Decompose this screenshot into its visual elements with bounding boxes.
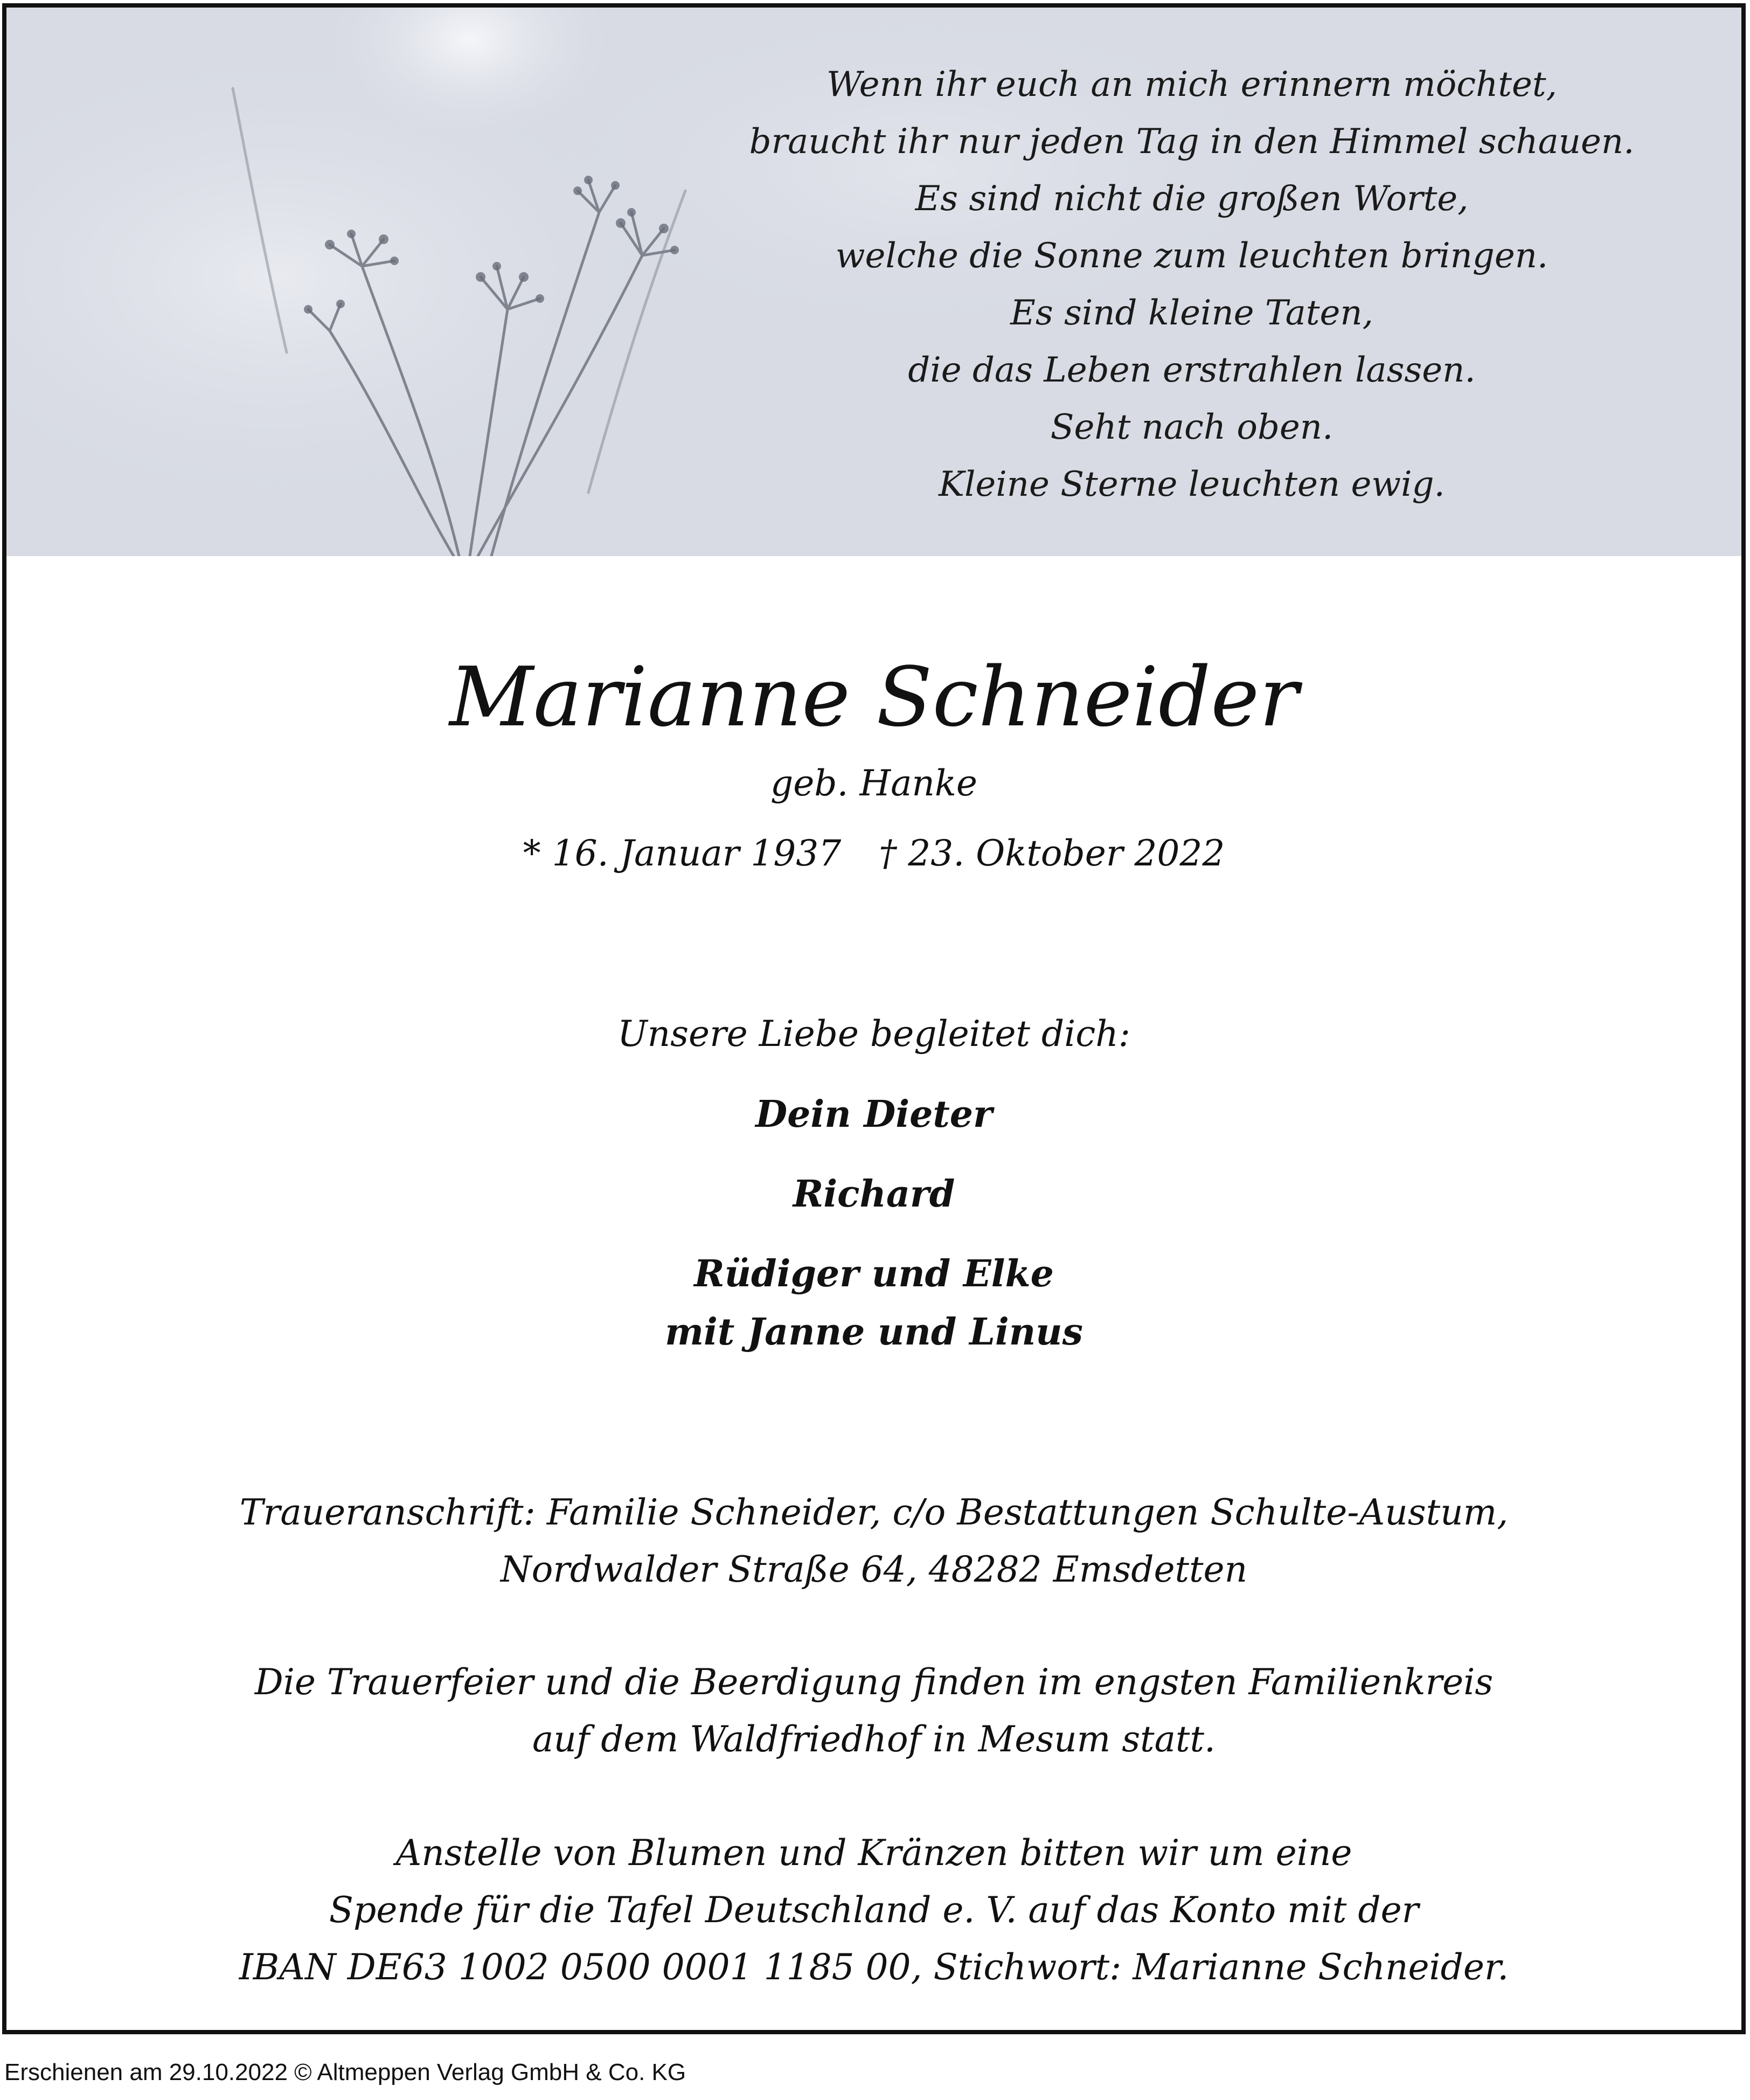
maiden-name: geb. Hanke bbox=[770, 763, 977, 804]
header-image bbox=[6, 8, 1741, 556]
poem-line: braucht ihr nur jeden Tag in den Himmel schauen. bbox=[749, 122, 1635, 162]
mourner-line: Rüdiger und Elke bbox=[694, 1252, 1054, 1295]
mourning-address-line: Traueranschrift: Familie Schneider, c/o Bestattungen Schulte-Austum, bbox=[239, 1492, 1509, 1533]
poem-line: Seht nach oben. bbox=[1050, 407, 1334, 447]
mourner-line: mit Janne und Linus bbox=[665, 1311, 1083, 1354]
deceased-name: Marianne Schneider bbox=[449, 649, 1298, 745]
donation-line: Anstelle von Blumen und Kränzen bitten wir um eine bbox=[395, 1832, 1352, 1874]
mourner-line: Richard bbox=[793, 1173, 955, 1216]
donation-line: Spende für die Tafel Deutschland e. V. auf das Konto mit der bbox=[329, 1889, 1419, 1931]
obituary-notice bbox=[2, 3, 1746, 2034]
mourning-address-line: Nordwalder Straße 64, 48282 Emsdetten bbox=[500, 1549, 1248, 1590]
mourners-intro: Unsere Liebe begleitet dich: bbox=[617, 1013, 1130, 1055]
death-date: † 23. Oktober 2022 bbox=[879, 833, 1225, 874]
poem-line: Es sind kleine Taten, bbox=[1010, 293, 1373, 333]
ceremony-line: Die Trauerfeier und die Beerdigung finden im engsten Familienkreis bbox=[254, 1661, 1494, 1703]
birth-date: * 16. Januar 1937 bbox=[523, 833, 842, 874]
ceremony-line: auf dem Waldfriedhof in Mesum statt. bbox=[532, 1718, 1216, 1760]
poem-line: welche die Sonne zum leuchten bringen. bbox=[835, 236, 1548, 276]
donation-line: IBAN DE63 1002 0500 0001 1185 00, Stichwort: Marianne Schneider. bbox=[239, 1946, 1509, 1988]
poem-line: Wenn ihr euch an mich erinnern möchtet, bbox=[827, 65, 1557, 105]
publication-footer: Erschienen am 29.10.2022 © Altmeppen Verlag GmbH & Co. KG bbox=[4, 2059, 686, 2085]
poem-line: die das Leben erstrahlen lassen. bbox=[908, 350, 1476, 390]
mourner-line: Dein Dieter bbox=[755, 1093, 992, 1136]
poem-line: Es sind nicht die großen Worte, bbox=[915, 179, 1469, 219]
poem bbox=[653, 56, 1731, 513]
life-dates bbox=[6, 829, 1741, 878]
poem-line: Kleine Sterne leuchten ewig. bbox=[939, 465, 1445, 504]
